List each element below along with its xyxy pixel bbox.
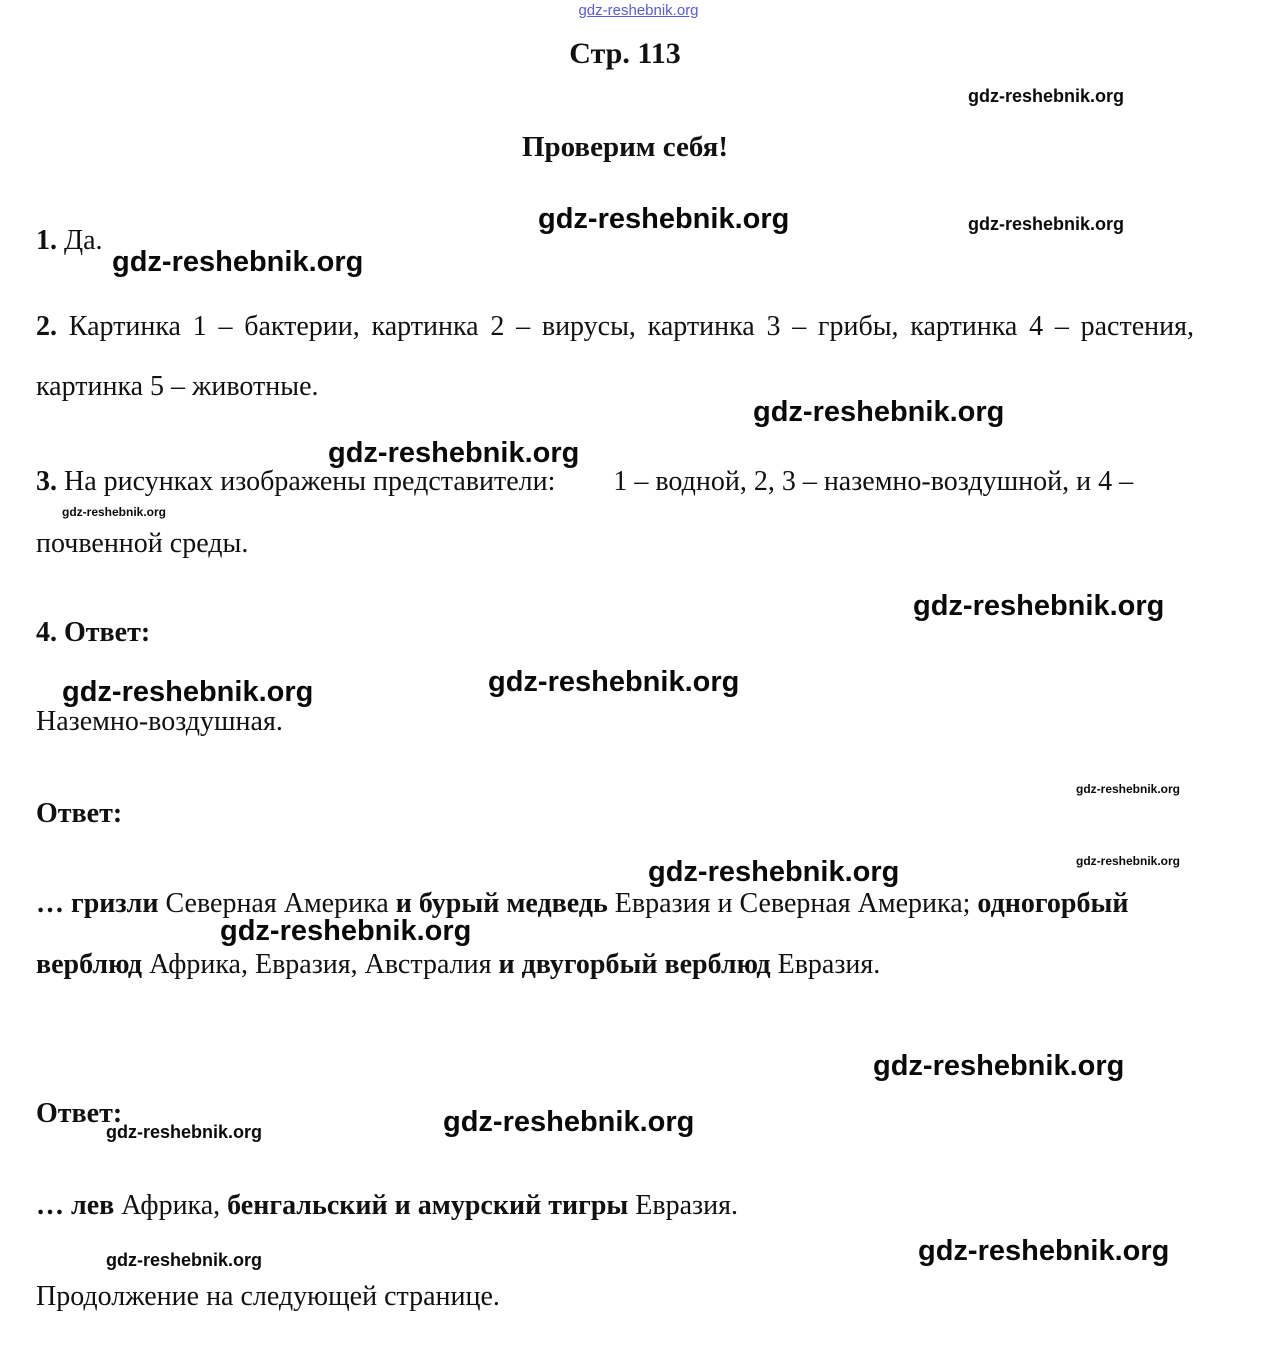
answer-2 [36, 297, 1194, 417]
answer-1 [36, 211, 1194, 271]
text-run: Да. [57, 225, 103, 256]
text-run: и бурый медведь [395, 888, 615, 919]
watermark: gdz-reshebnik.org [328, 437, 580, 469]
watermark: gdz-reshebnik.org [968, 214, 1125, 234]
watermark: gdz-reshebnik.org [1076, 854, 1181, 868]
watermark: gdz-reshebnik.org [106, 1122, 263, 1142]
watermark: gdz-reshebnik.org [918, 1235, 1170, 1267]
text-run: и двугорбый верблюд [498, 949, 778, 980]
watermark: gdz-reshebnik.org [873, 1050, 1125, 1082]
text-run: Евразия и Северная Америка; [614, 888, 978, 919]
answer-number: 1. [36, 225, 57, 256]
watermark: gdz-reshebnik.org [753, 396, 1005, 428]
text-run: Северная Америка [165, 888, 396, 919]
watermark: gdz-reshebnik.org [538, 203, 790, 235]
answer-label: Ответ: [36, 798, 123, 829]
watermark: gdz-reshebnik.org [488, 666, 740, 698]
text-run: бенгальский и амурский тигры [227, 1190, 636, 1221]
answer-4-label: 4. Ответ: [36, 617, 151, 648]
page-title: Стр. 113 [569, 37, 681, 70]
watermark: gdz-reshebnik.org [62, 505, 167, 519]
watermark: gdz-reshebnik.org [443, 1106, 695, 1138]
text-run: Картинка 1 – бактерии, картинка 2 – вирусы, картинка 3 – грибы, картинка 4 – растения, картинка 5 – животные. [36, 311, 1194, 402]
watermark: gdz-reshebnik.org [648, 856, 900, 888]
watermark: gdz-reshebnik.org [220, 915, 472, 947]
text-run: … лев [36, 1190, 122, 1221]
watermark: gdz-reshebnik.org [968, 86, 1125, 106]
text-run: Африка, [121, 1190, 228, 1221]
answer-number: 3. [36, 466, 57, 497]
watermark: gdz-reshebnik.org [913, 590, 1165, 622]
answer-5-text [36, 873, 1186, 995]
text-run: На рисунках изображены представители: [57, 466, 556, 497]
continuation-note: Продолжение на следующей странице. [36, 1281, 500, 1312]
answer-6-text [36, 1176, 1194, 1236]
watermark: gdz-reshebnik.org [106, 1250, 263, 1270]
text-run: одногорбый верблюд [36, 888, 1129, 980]
section-title: Проверим себя! [521, 131, 729, 163]
answer-4-text: Наземно-воздушная. [36, 706, 283, 737]
text-run: 1 – водной, 2, 3 – наземно-воздушной, и 4 – почвенной среды. [36, 466, 1134, 559]
answer-3 [36, 451, 1194, 575]
answer-number: 2. [36, 311, 57, 342]
watermark-site-link[interactable]: gdz-reshebnik.org [578, 2, 699, 19]
text-run: … гризли [36, 888, 166, 919]
watermark: gdz-reshebnik.org [1076, 782, 1181, 796]
answer-label: Ответ: [36, 1098, 123, 1129]
watermark: gdz-reshebnik.org [112, 246, 364, 278]
watermark: gdz-reshebnik.org [62, 676, 314, 708]
text-run: Евразия. [635, 1190, 738, 1221]
text-run: Евразия. [777, 949, 881, 980]
text-run: Африка, Евразия, Австралия [149, 949, 499, 980]
